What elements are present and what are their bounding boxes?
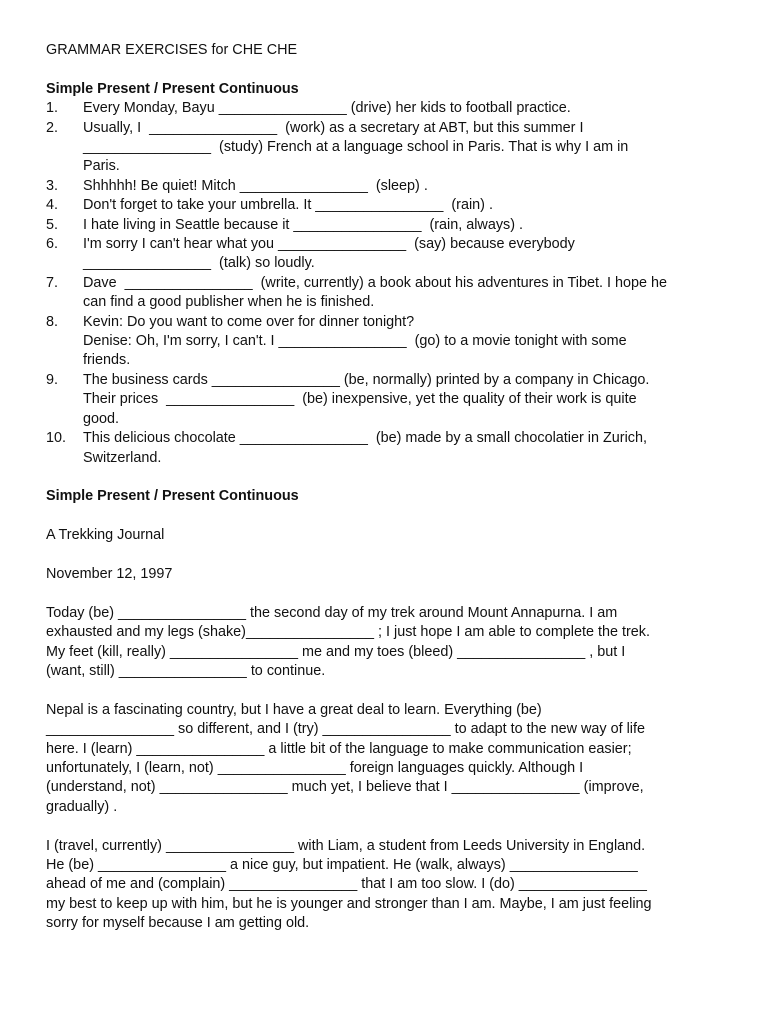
exercise-item <box>46 216 736 235</box>
item-text: I'm sorry I can't hear what you ________________ (say) because everybody <box>83 236 575 253</box>
item-number: 1. <box>46 100 59 117</box>
paragraph-line: ________________ so different, and I (try) ________________ to adapt to the new way of life <box>46 721 646 738</box>
journal-paragraph-1 <box>46 604 736 682</box>
paragraph-line: My feet (kill, really) ________________ me and my toes (bleed) ________________ , but I <box>46 643 626 660</box>
section-heading-1: Simple Present / Present Continuous <box>46 80 299 97</box>
item-number: 4. <box>46 197 59 214</box>
journal-title: A Trekking Journal <box>46 527 165 544</box>
item-number: 2. <box>46 119 59 136</box>
paragraph-line: (understand, not) ________________ much yet, I believe that I ________________ (improve, <box>46 779 644 796</box>
item-text: Shhhhh! Be quiet! Mitch ________________ (sleep) . <box>83 177 428 194</box>
item-number: 10. <box>46 430 67 447</box>
item-number: 6. <box>46 236 59 253</box>
paragraph-line: (want, still) ________________ to continue. <box>46 662 326 679</box>
item-text: Every Monday, Bayu ________________ (drive) her kids to football practice. <box>83 100 571 117</box>
section-heading-2: Simple Present / Present Continuous <box>46 488 299 505</box>
journal-paragraph-3 <box>46 837 736 934</box>
item-text: Usually, I ________________ (work) as a secretary at ABT, but this summer I <box>83 119 584 136</box>
item-text: Switzerland. <box>83 449 162 466</box>
item-text: can find a good publisher when he is finished. <box>83 294 375 311</box>
item-text: Their prices ________________ (be) inexpensive, yet the quality of their work is quite <box>83 391 637 408</box>
exercise-list <box>46 99 736 468</box>
item-text: ________________ (study) French at a language school in Paris. That is why I am in <box>83 139 629 156</box>
paragraph-line: I (travel, currently) ________________ with Liam, a student from Leeds University in England. <box>46 837 646 854</box>
item-text: Dave ________________ (write, currently) a book about his adventures in Tibet. I hope he <box>83 274 668 291</box>
paragraph-line: Today (be) ________________ the second day of my trek around Mount Annapurna. I am <box>46 604 618 621</box>
item-text: I hate living in Seattle because it ________________ (rain, always) . <box>83 216 524 233</box>
exercise-item <box>46 177 736 196</box>
item-number: 8. <box>46 313 59 330</box>
paragraph-line: sorry for myself because I am getting old. <box>46 915 310 932</box>
item-text: friends. <box>83 352 131 369</box>
paragraph-line: my best to keep up with him, but he is younger and stronger than I am. Maybe, I am just feeling <box>46 895 652 912</box>
paragraph-line: here. I (learn) ________________ a little bit of the language to make communication easier; <box>46 740 632 757</box>
exercise-item <box>46 235 736 274</box>
item-text: This delicious chocolate ________________ (be) made by a small chocolatier in Zurich, <box>83 430 647 447</box>
paragraph-line: exhausted and my legs (shake)________________ ; I just hope I am able to complete the trek. <box>46 624 650 641</box>
journal-date: November 12, 1997 <box>46 565 173 582</box>
item-text: Don't forget to take your umbrella. It ________________ (rain) . <box>83 197 493 214</box>
item-number: 7. <box>46 274 59 291</box>
journal-paragraph-2 <box>46 701 736 817</box>
paragraph-line: ahead of me and (complain) ________________ that I am too slow. I (do) ________________ <box>46 876 647 893</box>
exercise-item <box>46 313 736 371</box>
item-text: good. <box>83 410 120 427</box>
document-page <box>46 41 736 934</box>
item-text: The business cards ________________ (be, normally) printed by a company in Chicago. <box>83 371 650 388</box>
exercise-item <box>46 119 736 177</box>
item-text: Paris. <box>83 158 120 175</box>
item-number: 3. <box>46 177 59 194</box>
item-text: Kevin: Do you want to come over for dinner tonight? <box>83 313 415 330</box>
item-number: 5. <box>46 216 59 233</box>
paragraph-line: gradually) . <box>46 798 118 815</box>
exercise-item <box>46 99 736 118</box>
exercise-item <box>46 371 736 429</box>
item-number: 9. <box>46 371 59 388</box>
exercise-item <box>46 196 736 215</box>
exercise-item <box>46 274 736 313</box>
paragraph-line: He (be) ________________ a nice guy, but impatient. He (walk, always) ________________ <box>46 856 638 873</box>
document-title: GRAMMAR EXERCISES for CHE CHE <box>46 42 298 58</box>
item-text: Denise: Oh, I'm sorry, I can't. I ________________ (go) to a movie tonight with some <box>83 333 627 350</box>
paragraph-line: Nepal is a fascinating country, but I have a great deal to learn. Everything (be) <box>46 701 542 718</box>
item-text: ________________ (talk) so loudly. <box>83 255 315 272</box>
exercise-item <box>46 429 736 468</box>
paragraph-line: unfortunately, I (learn, not) ________________ foreign languages quickly. Although I <box>46 759 584 776</box>
